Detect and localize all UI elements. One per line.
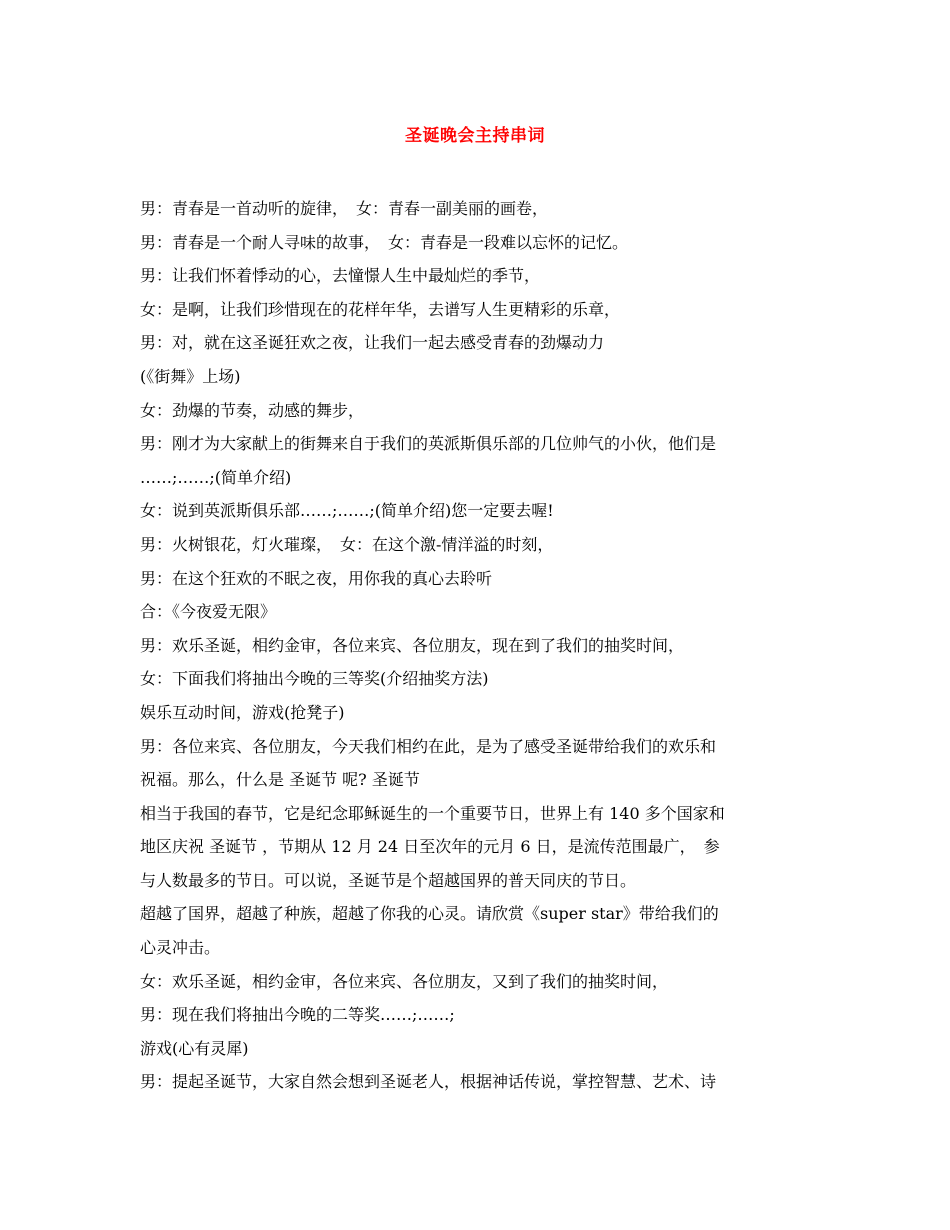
text-line: 男：火树银花，灯火璀璨， 女：在这个激-情洋溢的时刻，: [140, 534, 554, 554]
text-line: 女：说到英派斯俱乐部……;……;(简单介绍)您一定要去喔!: [140, 501, 554, 521]
text-line: 女：下面我们将抽出今晚的三等奖(介绍抽奖方法): [140, 669, 489, 689]
text-line: 男：刚才为大家献上的街舞来自于我们的英派斯俱乐部的几位帅气的小伙，他们是: [140, 434, 717, 454]
text-line: 女：是啊，让我们珍惜现在的花样年华，去谱写人生更精彩的乐章，: [140, 299, 621, 319]
text-line: 超越了国界，超越了种族，超越了你我的心灵。请欣赏《super star》带给我们的: [140, 904, 719, 924]
text-line: 男：各位来宾、各位朋友，今天我们相约在此，是为了感受圣诞带给我们的欢乐和: [140, 736, 717, 756]
text-line: 祝福。那么，什么是 圣诞节 呢? 圣诞节: [140, 770, 420, 790]
text-line: 心灵冲击。: [140, 938, 221, 958]
text-line: 女：劲爆的节奏，动感的舞步，: [140, 400, 365, 420]
text-line: 男：青春是一个耐人寻味的故事， 女：青春是一段难以忘怀的记忆。: [140, 232, 629, 252]
text-line: 与人数最多的节日。可以说，圣诞节是个超越国界的普天同庆的节日。: [140, 870, 637, 890]
text-line: 男：欢乐圣诞，相约金审，各位来宾、各位朋友，现在到了我们的抽奖时间，: [140, 635, 685, 655]
text-line: 男：对，就在这圣诞狂欢之夜，让我们一起去感受青春的劲爆动力: [140, 333, 605, 353]
document-title: 圣诞晚会主持串词: [405, 126, 545, 146]
text-line: 合：《今夜爱无限》: [140, 602, 277, 622]
document-body: [140, 192, 820, 1099]
text-line: 男：现在我们将抽出今晚的二等奖……;……;: [140, 1005, 455, 1025]
text-line: 男：在这个狂欢的不眠之夜，用你我的真心去聆听: [140, 568, 493, 588]
text-line: (《街舞》上场): [140, 366, 241, 386]
text-line: 相当于我国的春节，它是纪念耶稣诞生的一个重要节日，世界上有 140 多个国家和: [140, 803, 725, 823]
text-line: 女：欢乐圣诞，相约金审，各位来宾、各位朋友，又到了我们的抽奖时间，: [140, 971, 669, 991]
text-line: ……;……;(简单介绍): [140, 467, 292, 487]
text-line: 男：让我们怀着悸动的心，去憧憬人生中最灿烂的季节，: [140, 266, 541, 286]
text-line: 游戏(心有灵犀): [140, 1038, 249, 1058]
text-line: 地区庆祝 圣诞节 ，节期从 12 月 24 日至次年的元月 6 日，是流传范围最广， 参: [140, 837, 720, 857]
text-line: 男：青春是一首动听的旋律， 女：青春一副美丽的画卷，: [140, 199, 549, 218]
text-line: 男：提起圣诞节，大家自然会想到圣诞老人，根据神话传说，掌控智慧、艺术、诗: [140, 1072, 717, 1092]
text-line: 娱乐互动时间，游戏(抢凳子): [140, 702, 345, 722]
